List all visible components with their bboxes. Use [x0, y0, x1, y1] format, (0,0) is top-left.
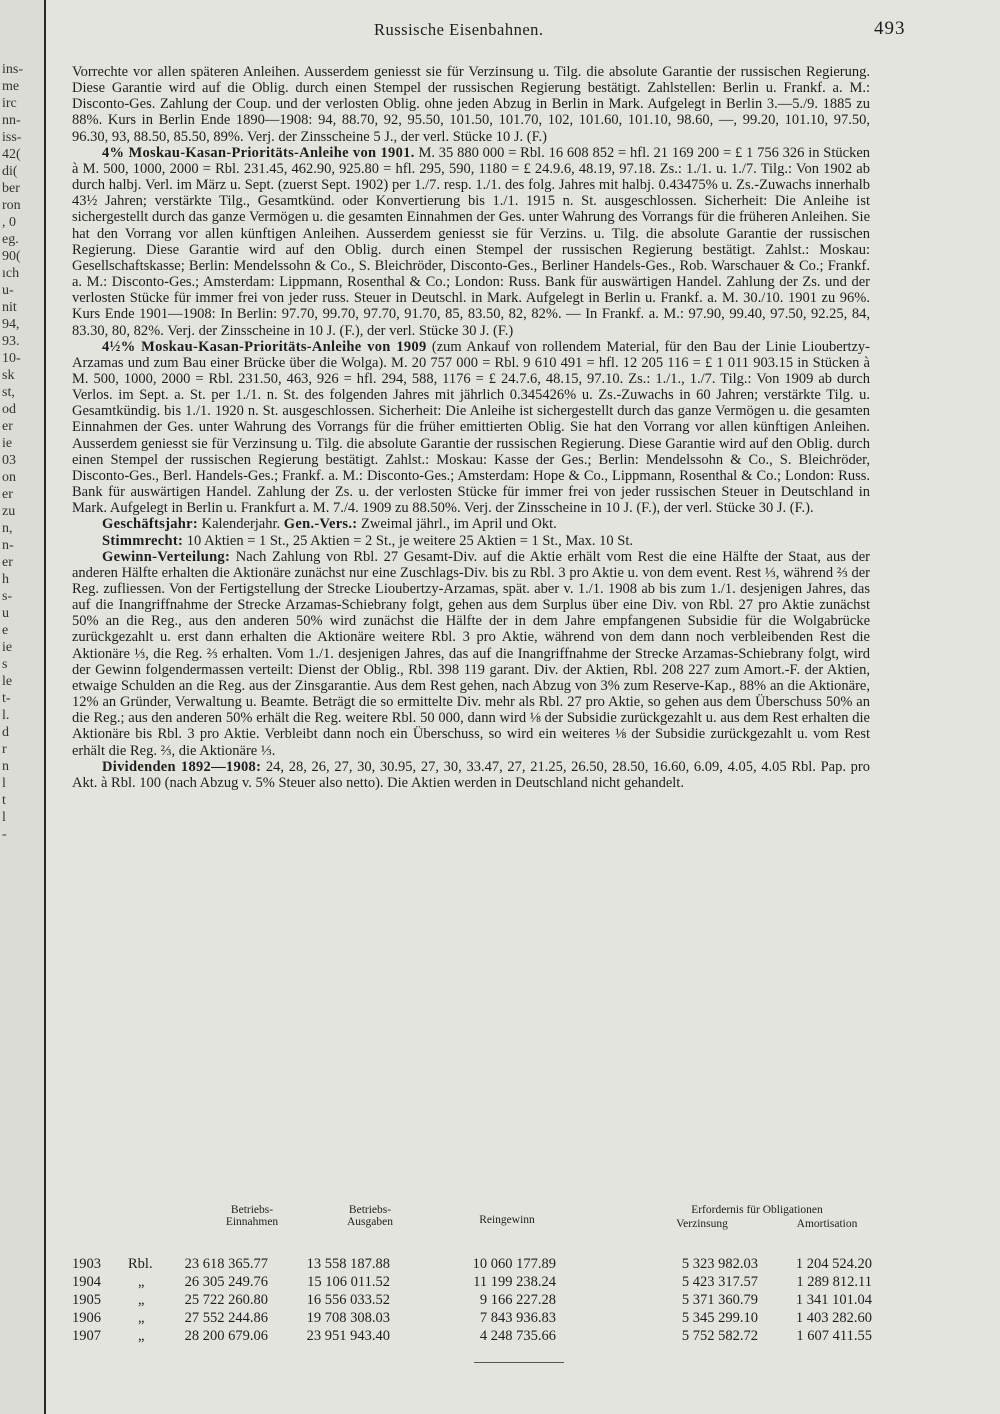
margin-fragment: 42( [2, 147, 21, 162]
margin-fragment: 93. [2, 334, 20, 349]
profit-distribution-text: Nach Zahlung von Rbl. 27 Gesamt-Div. auf die Aktie erhält vom Rest die eine Hälfte der Staat, aus der anderen Hälfte erhalten die Aktionäre zunächst nur eine Zuschlags-Div. bis zu Rbl. 3 pro Aktie u. von dem event. Rest ⅓, während ⅔ der Reg. zufliessen. Von der Fertigstellung der Strecke Lioubertzy-Arzamas, spät. aber v. 1./1. 1908 ab bis zum 1./1. desjenigen Jahres, das auf die Inangriffnahme der Strecke Arzamas-Schiebrany folgt, gehen aus dem Surplus über eine Div. von Rbl. 27 pro Aktie zunächst 50% an die Reg., aus den anderen 50% wird zunächst die Hälfte der in dem Jahre empfangenen Subsidie für die Wolgabrücke zurückgezahlt u. erst dann erhalten die Aktionäre weitere Rbl. 3 pro Aktie, während von dem dann noch verbleibenden Rest die Aktionäre ⅓, die Reg. ⅔ erhalten. Vom 1./1. desjenigen Jahres, das auf die Inangriffnahme der Strecke Arzamas-Schiebrany folgt, wird der Gewinn folgendermassen verteilt: Dienst der Oblig., Rbl. 398 119 garant. Div. der Aktien, Rbl. 208 227 zum Amort.-F. der Aktien, etwaige Schulden an die Reg. aus der Zinsgarantie. Aus dem Rest gehen, nach Abzug von 3% zum Reserve-Kap., 88% an die Aktionäre, 12% an Gründer, Verwaltung u. Beamte. Beträgt die so ermittelte Div. mehr als Rbl. 27 pro Aktie, so gehen aus dem Überschuss 50% an die Reg.; aus den anderen 50% erhält die Reg. weitere Rbl. 50 000, dann wird ⅛ der Subsidie zurückgezahlt u. aus dem Rest erhalten die Aktionäre bis Rbl. 3 pro Aktie. Verbleibt dann noch ein Überschuss, so wird ein weiteres ⅛ der Subsidie zurückgezahlt u. vom Rest erhält die Reg. ⅔, die Aktionäre ⅓. [72, 548, 871, 759]
table-row [72, 1328, 872, 1346]
cell-interest: 5 371 360.79 [681, 1292, 758, 1308]
margin-fragment: t- [2, 691, 11, 706]
margin-fragment: 90( [2, 249, 21, 264]
cell-amortisation: 1 289 812.11 [796, 1274, 872, 1290]
margin-fragment: l [2, 776, 6, 791]
margin-fragment: ins- [2, 62, 23, 77]
margin-fragment: er [2, 555, 13, 570]
cell-income: 28 200 679.06 [184, 1328, 268, 1344]
cell-year: 1907 [72, 1328, 101, 1344]
heading-voting-right: Stimmrecht: [102, 532, 184, 549]
cell-year: 1903 [72, 1256, 101, 1272]
cell-interest: 5 423 317.57 [681, 1274, 758, 1290]
fiscal-year-text: Kalenderjahr. [201, 516, 281, 533]
cell-net: 11 199 238.24 [473, 1274, 556, 1290]
cell-currency: Rbl. [128, 1256, 153, 1272]
financial-table [72, 1200, 872, 1346]
margin-fragment: n, [2, 521, 13, 536]
page [56, 0, 990, 1414]
cell-expenses: 19 708 308.03 [306, 1310, 390, 1326]
cell-net: 10 060 177.89 [472, 1256, 556, 1272]
table-row [72, 1310, 872, 1328]
margin-fragment: e [2, 623, 9, 638]
cell-amortisation: 1 204 524.20 [795, 1256, 872, 1272]
cell-income: 27 552 244.86 [184, 1310, 268, 1326]
margin-fragment: sk [2, 368, 15, 383]
paragraph-profit-distribution [72, 549, 870, 759]
table-row [72, 1274, 872, 1292]
margin-fragment: st, [2, 385, 15, 400]
loan-1909-text: (zum Ankauf von rollendem Material, für den Bau der Linie Lioubertzy-Arzamas und zum Bau einer Brücke über die Wolga). M. 20 757 000 = Rbl. 9 610 491 = hfl. 12 205 116 = £ 1 011 903.15 in Stücken à M. 500, 1000, 2000 = Rbl. 231.50, 463, 926 = hfl. 294, 588, 1176 = £ 24.7.6, 48.15, 97.10. Zs.: 1./1., 1./7. Tilg.: Von 1909 ab durch Verlos. im Sept. a. St. per 1./1. n. St. des folgenden Jahres mit jährlich 0.345426% u. Zs.-Zuwachs in 60 Jahren; verstärkte Tilg. u. Gesamtkündig. bis 1./1. 1920 n. St. ausgeschlossen. Sicherheit: Die Anleihe ist sichergestellt durch das ganze Vermögen u. die gesamten Einnahmen der Ges. unter Wahrung des Vorrangs für die früher emittierten Oblig. Sie hat den Vorrang vor allen künftigen Anleihen. Ausserdem geniesst sie für Verzinsung u. Tilg. die absolute Garantie der russischen Regierung. Diese Garantie wird auf den Oblig. durch einen Stempel der russischen Regierung bestätigt. Zahlst.: Moskau: Kasse der Ges.; Berlin: Mendelssohn & Co., S. Bleichröder, Disconto-Ges., Berl. Handels-Ges.; Frankf. a. M.: Disconto-Ges.; Amsterdam: Hope & Co., Lippmann, Rosenthal & Co.; London: Russ. Bank für auswärtigen Handel. Zahlung der Zs. u. der verlosten Stücke für immer frei von jeder russischen Steuer in Deutschland in Mark. Aufgelegt in Berlin u. Frankfurt a. M. 7./4. 1909 zu 88.50%. Verj. der Zinsscheine in 10 J. (F.), der verl. Stücke 30 J. (F.). [72, 338, 871, 517]
cell-income: 23 618 365.77 [184, 1256, 268, 1272]
margin-fragment: 94, [2, 317, 20, 332]
loan-1901-text: M. 35 880 000 = Rbl. 16 608 852 = hfl. 21 169 200 = £ 1 756 326 in Stücken à M. 500, 1000, 2000 = Rbl. 231.45, 462.90, 925.80 = hfl. 295, 590, 1180 = £ 24.9.6, 48.19, 97.18. Zs.: 1./1. u. 1./7. Tilg.: Von 1902 ab durch halbj. Verl. im März u. Sept. (zuerst Sept. 1902) per 1./7. resp. 1./1. des folg. Jahres mit halbj. 0.43475% u. Zs.-Zuwachs innerhalb 43½ Jahren; verstärkte Tilg., Gesamtkünd. oder Konvertierung bis 1./1. 1915 n. St. ausgeschlossen. Sicherheit: Die Anleihe ist sichergestellt durch das ganze Vermögen u. die gesamten Einnahmen der Ges. unter Wahrung des Vorrangs für die früheren Anleihen. Sie hat den Vorrang vor allen künftigen Anleihen. Ausserdem geniesst sie für Verzins. u. Tilg. die absolute Garantie der russischen Regierung. Diese Garantie wird auf den Oblig. durch einen Stempel der russischen Regierung bestätigt. Zahlst.: Moskau: Gesellschaftskasse; Berlin: Mendelssohn & Co., S. Bleichröder, Disconto-Ges., Berliner Handels-Ges., Rob. Warschauer & Co.; Frankf. a. M.: Disconto-Ges.; Amsterdam: Lippmann, Rosenthal & Co.; London: Russ. Bank für auswärtigen Handel. Zahlung der Zs. und der verlosten Stücke für immer frei von jeder russ. Steuer in Deutschl. in Mark. Aufgelegt in Berlin u. Frankf. a. M. 30./10. 1901 zu 96%. Kurs Ende 1901—1908: In Berlin: 97.70, 99.70, 97.70, 91.70, 85, 83.50, 82, 82%. — In Frankf. a. M.: 97.90, 99.40, 97.50, 92.25, 84, 83.30, 80, 82%. Verj. der Zinsscheine in 10 J. (F.), der verl. Stücke 30 J. (F.) [72, 144, 870, 339]
header-obligations: Erfordernis für Obligationen [691, 1204, 823, 1216]
margin-fragment: r [2, 742, 7, 757]
cell-net: 4 248 735.66 [479, 1328, 556, 1344]
cell-expenses: 23 951 943.40 [306, 1328, 390, 1344]
heading-fiscal-year: Geschäftsjahr: [102, 516, 199, 533]
margin-fragment: u- [2, 283, 14, 298]
cell-interest: 5 323 982.03 [681, 1256, 758, 1272]
paragraph-fiscal-year [72, 516, 870, 532]
margin-fragment: t [2, 793, 6, 808]
margin-fragment: iss- [2, 130, 22, 145]
margin-fragment: d [2, 725, 9, 740]
margin-fragment: 10- [2, 351, 21, 366]
paragraph-1885-loan-tail: Vorrechte vor allen späteren Anleihen. Ausserdem geniesst sie für Verzinsung u. Tilg. die absolute Garantie der russischen Regierung. Diese Garantie wird auf die Oblig. durch einen Stempel der russischen Regierung bestätigt. Zahlstellen: Berlin u. Frankf. a. M.: Disconto-Ges. Zahlung der Coup. und der verlosten Oblig. ohne jeden Abzug in Berlin in Mark. Aufgelegt in Berlin 3.—5./9. 1885 zu 88%. Kurs in Berlin Ende 1890—1908: 94, 88.70, 92, 95.50, 101.50, 101.70, 102, 101.60, 101.10, 98.60, —, 99.20, 101.10, 97.50, 96.30, 93, 88.50, 85.50, 89%. Verj. der Zinsscheine 5 J., der verl. Stücke 10 J. (F.) [72, 64, 870, 145]
cell-currency: „ [138, 1310, 145, 1326]
cell-amortisation: 1 341 101.04 [795, 1292, 872, 1308]
header-net: Reingewinn [479, 1214, 535, 1226]
cell-net: 9 166 227.28 [479, 1292, 556, 1308]
cell-interest: 5 752 582.72 [681, 1328, 758, 1344]
heading-profit-distribution: Gewinn-Verteilung: [102, 548, 231, 565]
margin-fragment: od [2, 402, 16, 417]
margin-fragment: le [2, 674, 13, 689]
dividends-text: 24, 28, 26, 27, 30, 30.95, 27, 30, 33.47, 27, 21.25, 26.50, 28.50, 16.60, 6.09, 4.05, 4.05 Rbl. Pap. pro Akt. à Rbl. 100 (nach Abzug v. 5% Steuer also netto). Die Aktien werden in Deutschland nicht gehandelt. [72, 758, 870, 791]
margin-fragment: ber [2, 181, 20, 196]
margin-fragment: ie [2, 640, 13, 655]
table-row [72, 1256, 872, 1274]
margin-fragment: eg. [2, 232, 19, 247]
margin-fragment: h [2, 572, 9, 587]
margin-fragment: nit [2, 300, 17, 315]
heading-dividends: Dividenden 1892—1908: [102, 758, 262, 775]
margin-fragment: u [2, 606, 9, 621]
margin-fragment: n- [2, 538, 14, 553]
body-text [72, 64, 870, 791]
margin-fragment: me [2, 79, 20, 94]
general-meeting-text: Zweimal jährl., im April und Okt. [361, 516, 557, 533]
margin-fragment: ie [2, 436, 13, 451]
margin-fragment: s- [2, 589, 13, 604]
margin-fragment: er [2, 419, 13, 434]
cell-currency: „ [138, 1274, 145, 1290]
paragraph-dividends [72, 759, 870, 791]
cell-year: 1905 [72, 1292, 101, 1308]
margin-fragment: ıch [2, 266, 20, 281]
cell-income: 26 305 249.76 [184, 1274, 268, 1290]
margin-fragment: - [2, 827, 7, 842]
header-interest: Verzinsung [676, 1218, 728, 1230]
header-expenses: Betriebs- Ausgaben [347, 1204, 393, 1228]
margin-fragment: , 0 [2, 215, 16, 230]
margin-fragment: zu [2, 504, 16, 519]
cell-amortisation: 1 607 411.55 [796, 1328, 872, 1344]
margin-fragment: l [2, 810, 6, 825]
heading-loan-1909: 4½% Moskau-Kasan-Prioritäts-Anleihe von 1909 [102, 338, 427, 355]
running-head [56, 20, 990, 44]
voting-right-text: 10 Aktien = 1 St., 25 Aktien = 2 St., je weitere 25 Aktien = 1 St., Max. 10 St. [186, 532, 634, 549]
cell-income: 25 722 260.80 [184, 1292, 268, 1308]
cell-net: 7 843 936.83 [479, 1310, 556, 1326]
cell-year: 1904 [72, 1274, 101, 1290]
margin-fragment: nn- [2, 113, 21, 128]
page-number: 493 [874, 18, 906, 39]
cell-currency: „ [138, 1328, 145, 1344]
heading-loan-1901: 4% Moskau-Kasan-Prioritäts-Anleihe von 1901. [102, 144, 415, 161]
end-rule [474, 1362, 564, 1363]
table-body [72, 1256, 872, 1346]
left-page-edge [0, 0, 46, 1414]
paragraph-loan-1909 [72, 339, 870, 517]
margin-fragment: ron [2, 198, 21, 213]
margin-fragment: l. [2, 708, 10, 723]
margin-fragment: er [2, 487, 13, 502]
margin-fragment: s [2, 657, 8, 672]
cell-amortisation: 1 403 282.60 [795, 1310, 872, 1326]
table-row [72, 1292, 872, 1310]
table-header [72, 1200, 872, 1256]
cell-year: 1906 [72, 1310, 101, 1326]
cell-interest: 5 345 299.10 [681, 1310, 758, 1326]
margin-fragment: 03 [2, 453, 16, 468]
margin-fragment: n [2, 759, 9, 774]
cell-expenses: 13 558 187.88 [306, 1256, 390, 1272]
paragraph-loan-1901 [72, 145, 870, 339]
header-amortisation: Amortisation [796, 1218, 858, 1230]
header-income: Betriebs- Einnahmen [225, 1204, 279, 1228]
cell-expenses: 15 106 011.52 [307, 1274, 390, 1290]
margin-fragment: on [2, 470, 16, 485]
margin-fragment: irc [2, 96, 17, 111]
running-title: Russische Eisenbahnen. [374, 20, 544, 39]
cell-currency: „ [138, 1292, 145, 1308]
paragraph-voting-right [72, 533, 870, 549]
margin-fragment: di( [2, 164, 18, 179]
cell-expenses: 16 556 033.52 [306, 1292, 390, 1308]
heading-general-meeting: Gen.-Vers.: [283, 516, 358, 533]
